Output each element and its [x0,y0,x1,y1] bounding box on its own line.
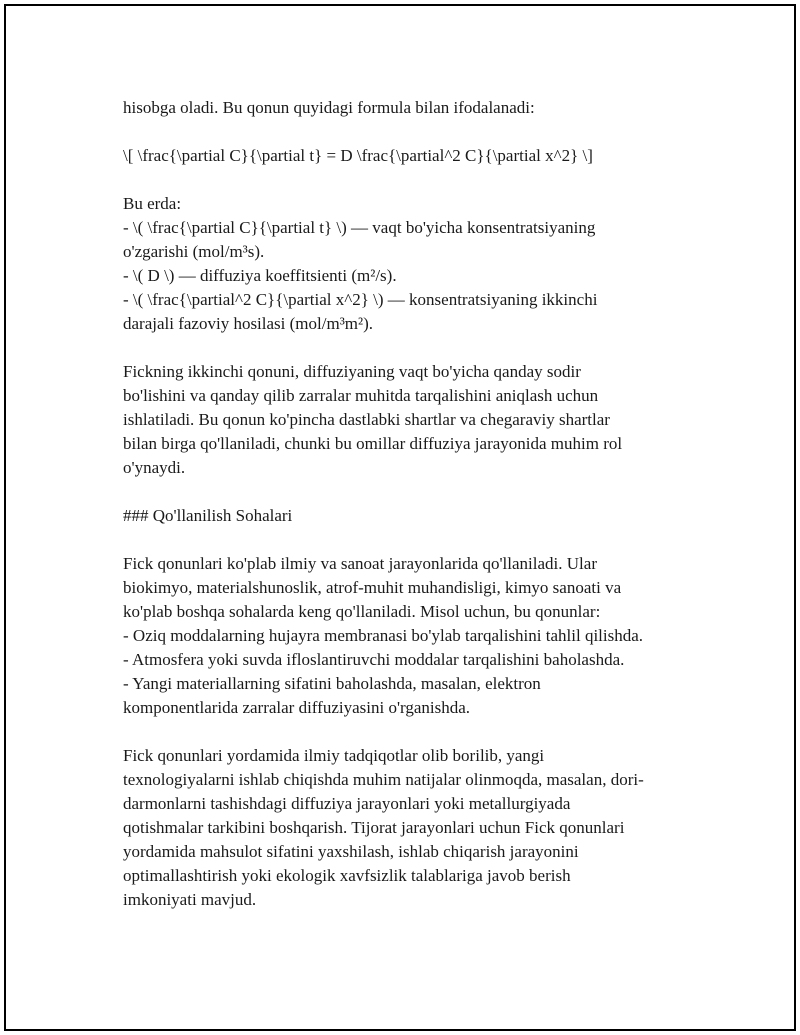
text-line: - \( D \) — diffuziya koeffitsienti (m²/s). [123,266,397,285]
text-line: darmonlarni tashishdagi diffuziya jarayonlari yoki metallurgiyada [123,794,571,813]
text-line: Fickning ikkinchi qonuni, diffuziyaning vaqt bo'yicha qanday sodir [123,362,581,381]
paragraph-gap [123,528,698,552]
paragraph-gap [123,720,698,744]
text-line: bilan birga qo'llaniladi, chunki bu omillar diffuziya jarayonida muhim rol [123,434,623,453]
second-law-paragraph [123,360,698,480]
text-line: texnologiyalarni ishlab chiqishda muhim natijalar olinmoqda, masalan, dori- [123,770,644,789]
definitions-list [123,192,698,336]
text-line: ko'plab boshqa sohalarda keng qo'llaniladi. Misol uchun, bu qonunlar: [123,602,601,621]
text-line: qotishmalar tarkibini boshqarish. Tijorat jarayonlari uchun Fick qonunlari [123,818,625,837]
intro-paragraph [123,96,698,120]
text-line: bo'lishini va qanday qilib zarralar muhitda tarqalishini aniqlash uchun [123,386,599,405]
section-heading [123,504,698,528]
text-line: - \( \frac{\partial^2 C}{\partial x^2} \) — konsentratsiyaning ikkinchi [123,290,598,309]
formula-line [123,144,698,168]
text-line: imkoniyati mavjud. [123,890,257,909]
text-line: yordamida mahsulot sifatini yaxshilash, ishlab chiqarish jarayonini [123,842,579,861]
paragraph-gap [123,480,698,504]
text-line: - \( \frac{\partial C}{\partial t} \) — vaqt bo'yicha konsentratsiyaning [123,218,596,237]
page-frame [4,4,796,1031]
text-line: optimallashtirish yoki ekologik xavfsizlik talablariga javob berish [123,866,571,885]
text-line: Fick qonunlari yordamida ilmiy tadqiqotlar olib borilib, yangi [123,746,545,765]
conclusion-paragraph [123,744,698,912]
text-line: - Oziq moddalarning hujayra membranasi bo'ylab tarqalishini tahlil qilishda. [123,626,644,645]
text-line: Fick qonunlari ko'plab ilmiy va sanoat jarayonlarida qo'llaniladi. Ular [123,554,597,573]
text-line: komponentlarida zarralar diffuziyasini o'rganishda. [123,698,471,717]
text-line: o'ynaydi. [123,458,186,477]
document-body [123,96,698,912]
text-line: hisobga oladi. Bu qonun quyidagi formula bilan ifodalanadi: [123,98,535,117]
paragraph-gap [123,168,698,192]
text-line: ### Qo'llanilish Sohalari [123,506,293,525]
text-line: biokimyo, materialshunoslik, atrof-muhit muhandisligi, kimyo sanoati va [123,578,622,597]
text-line: - Yangi materiallarning sifatini baholashda, masalan, elektron [123,674,541,693]
text-line: - Atmosfera yoki suvda ifloslantiruvchi moddalar tarqalishini baholashda. [123,650,625,669]
text-line: ishlatiladi. Bu qonun ko'pincha dastlabki shartlar va chegaraviy shartlar [123,410,610,429]
text-line: Bu erda: [123,194,182,213]
text-line: o'zgarishi (mol/m³s). [123,242,265,261]
text-line: darajali fazoviy hosilasi (mol/m³m²). [123,314,374,333]
applications-paragraph [123,552,698,720]
paragraph-gap [123,120,698,144]
text-line: \[ \frac{\partial C}{\partial t} = D \frac{\partial^2 C}{\partial x^2} \] [123,146,593,165]
paragraph-gap [123,336,698,360]
